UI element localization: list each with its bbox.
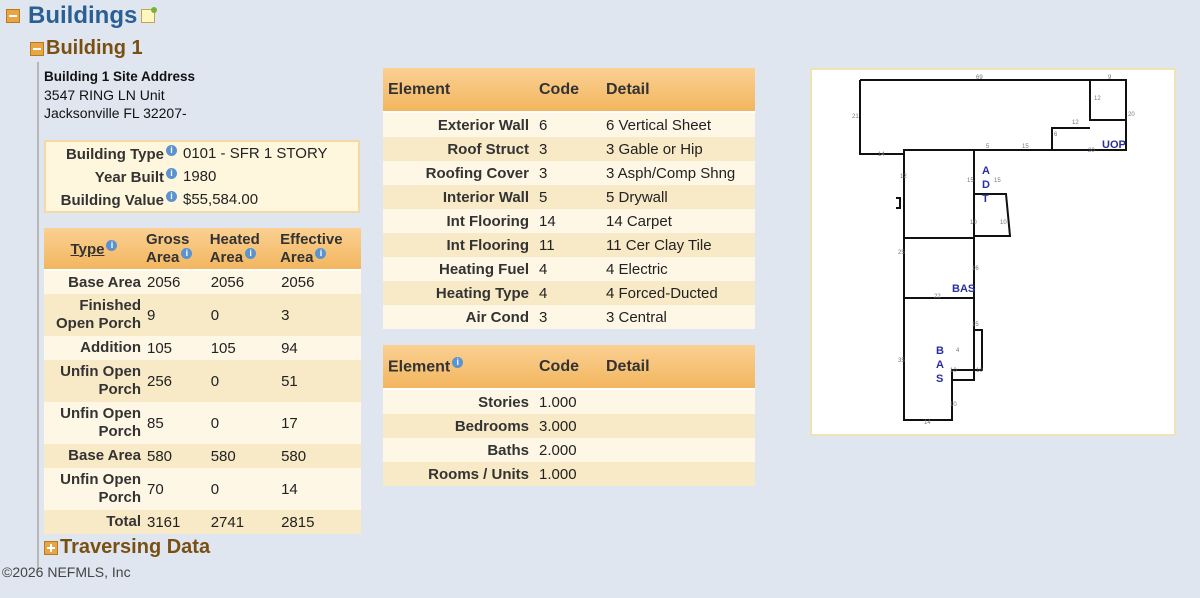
table-row: Unfin Open Porch 85 0 17 — [44, 402, 361, 444]
dim-label: 10 — [976, 368, 983, 374]
type-column-header[interactable]: Type i — [44, 228, 144, 270]
uop-label: UOP — [1102, 139, 1126, 151]
bas2-label-a: A — [936, 359, 944, 371]
bas-outline — [904, 150, 974, 298]
table-row: Heating Fuel 4 4 Electric — [383, 257, 755, 281]
base-left-wing — [860, 80, 904, 154]
info-row — [45, 165, 359, 188]
dim-label: 14 — [924, 420, 931, 426]
building1-title: Building 1 — [46, 37, 143, 59]
info-row — [45, 188, 359, 212]
total-row: Total 3161 2741 2815 — [44, 510, 361, 534]
traversing-data-section[interactable] — [44, 536, 210, 559]
table-row: Finished Open Porch 9 0 3 — [44, 294, 361, 336]
dim-label: 21 — [852, 114, 859, 120]
dim-label: 4 — [956, 348, 960, 354]
heated-area-column-header: Heated Area i — [208, 228, 278, 270]
bas-label: BAS — [952, 283, 976, 295]
effective-area-column-header: Effective Area i — [278, 228, 361, 270]
site-address — [44, 68, 195, 122]
dim-label: 15 — [967, 178, 974, 184]
info-label: Building Type i — [45, 141, 180, 165]
dim-label: 9 — [1108, 75, 1112, 81]
dim-label: 10 — [1000, 220, 1007, 226]
dim-label: 12 — [1072, 120, 1079, 126]
collapse-buildings-toggle[interactable] — [6, 9, 20, 23]
info-icon[interactable]: i — [452, 357, 463, 368]
info-label: Year Built i — [45, 165, 180, 188]
building1-header — [30, 37, 143, 60]
table-row: Bedrooms 3.000 — [383, 414, 755, 438]
table-row: Heating Type 4 4 Forced-Ducted — [383, 281, 755, 305]
info-icon[interactable]: i — [181, 248, 192, 259]
element-column-header: Element i — [383, 345, 534, 389]
buildings-title: Buildings — [28, 2, 138, 29]
bas2-label-s: S — [936, 373, 944, 385]
dim-label: 10 — [950, 368, 957, 374]
dim-label: 6 — [1054, 132, 1058, 138]
info-label: Building Value i — [45, 188, 180, 212]
copyright-watermark: ©2026 NEFMLS, Inc — [2, 564, 131, 580]
table-row: Air Cond 3 3 Central — [383, 305, 755, 329]
finished-porch-outline — [896, 198, 900, 208]
table-row: Stories 1.000 — [383, 389, 755, 414]
info-row — [45, 141, 359, 165]
address-line1: 3547 RING LN Unit — [44, 87, 165, 103]
detail-column-header: Detail — [601, 68, 755, 112]
dim-label: 5 — [986, 144, 990, 150]
dim-label: 69 — [976, 75, 983, 81]
dim-label: 15 — [994, 178, 1001, 184]
info-icon[interactable]: i — [315, 248, 326, 259]
dim-label: 10 — [950, 402, 957, 408]
traversing-title: Traversing Data — [60, 536, 211, 558]
area-header-row — [44, 228, 361, 270]
counts-table — [383, 345, 755, 486]
elements-table — [383, 68, 755, 329]
dim-label: 20 — [1088, 148, 1095, 154]
table-row: Rooms / Units 1.000 — [383, 462, 755, 486]
table-row: Int Flooring 14 14 Carpet — [383, 209, 755, 233]
elements-header-row — [383, 68, 755, 112]
table-row: Base Area 580 580 580 — [44, 444, 361, 468]
gross-area-column-header: Gross Area i — [144, 228, 208, 270]
address-line2: Jacksonville FL 32207- — [44, 105, 187, 121]
tree-guide-line — [37, 62, 39, 570]
expand-traversing-toggle[interactable] — [44, 541, 58, 555]
info-icon[interactable]: i — [166, 145, 177, 156]
counts-header-row — [383, 345, 755, 389]
info-icon[interactable]: i — [166, 191, 177, 202]
floor-plan-svg — [812, 70, 1174, 434]
adt-label-d: D — [982, 179, 990, 191]
uop-inner — [1052, 128, 1090, 150]
dim-label: 16 — [972, 266, 979, 272]
table-row: Addition 105 105 94 — [44, 336, 361, 360]
dim-label: 20 — [1128, 112, 1135, 118]
area-table — [44, 228, 361, 534]
table-row: Unfin Open Porch 256 0 51 — [44, 360, 361, 402]
info-value: 1980 — [183, 168, 217, 185]
table-row: Exterior Wall 6 6 Vertical Sheet — [383, 112, 755, 137]
dim-label: 15 — [1022, 144, 1029, 150]
adt-label-a: A — [982, 165, 990, 177]
dim-label: 35 — [898, 358, 905, 364]
dim-label: 10 — [970, 220, 977, 226]
table-row: Unfin Open Porch 70 0 14 — [44, 468, 361, 510]
info-icon[interactable]: i — [106, 240, 117, 251]
table-row: Interior Wall 5 5 Drywall — [383, 185, 755, 209]
bas2-label-b: B — [936, 345, 944, 357]
dim-label: 14 — [878, 152, 885, 158]
info-value: $55,584.00 — [183, 191, 259, 208]
detail-column-header: Detail — [601, 345, 755, 389]
code-column-header: Code — [534, 345, 601, 389]
building-sketch — [810, 68, 1176, 436]
dim-label: 22 — [934, 294, 941, 300]
table-row: Roofing Cover 3 3 Asph/Comp Shng — [383, 161, 755, 185]
table-row: Base Area 2056 2056 2056 — [44, 270, 361, 294]
info-value: 0101 - SFR 1 STORY — [183, 145, 328, 162]
table-row: Int Flooring 11 11 Cer Clay Tile — [383, 233, 755, 257]
info-icon[interactable]: i — [166, 168, 177, 179]
info-icon[interactable]: i — [245, 248, 256, 259]
table-row: Roof Struct 3 3 Gable or Hip — [383, 137, 755, 161]
building-info-table — [44, 140, 360, 213]
site-address-label: Building 1 Site Address — [44, 69, 196, 84]
code-column-header: Code — [534, 68, 601, 112]
adt-label-t: T — [982, 193, 989, 205]
buildings-header — [6, 2, 155, 30]
collapse-building1-toggle[interactable] — [30, 42, 44, 56]
add-note-icon[interactable] — [141, 9, 155, 23]
dim-label: 12 — [1094, 96, 1101, 102]
dim-label: 15 — [972, 322, 979, 328]
dim-label: 25 — [898, 250, 905, 256]
table-row: Baths 2.000 — [383, 438, 755, 462]
element-column-header: Element — [383, 68, 534, 112]
dim-label: 12 — [900, 174, 907, 180]
